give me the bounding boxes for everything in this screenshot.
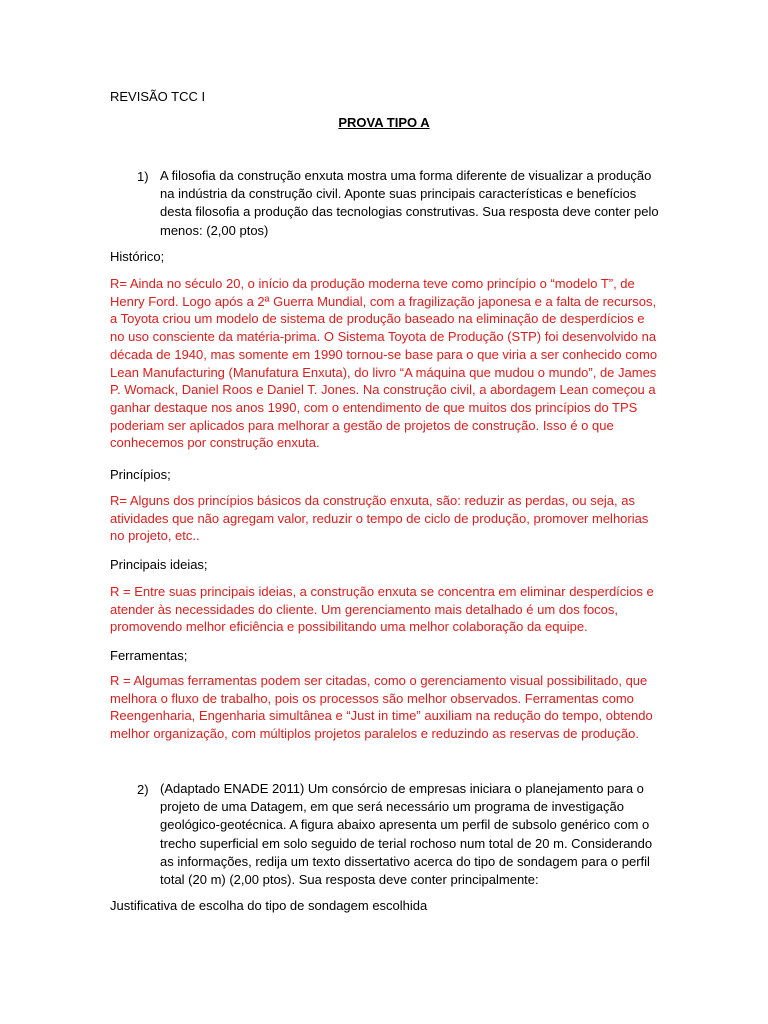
revision-title: REVISÃO TCC I — [110, 89, 206, 104]
answer-principais-ideias: R = Entre suas principais ideias, a construção enxuta se concentra em eliminar desperdícios e atender às necessidades do cliente. Um gerenciamento mais detalhado é um dos focos, promovendo melhor eficiência e possibilitando uma melhor colaboração da equipe. — [110, 584, 654, 635]
exam-type-title: PROVA TIPO A — [338, 115, 430, 130]
section-heading-principios: Princípios; — [110, 467, 171, 482]
section-heading-ferramentas: Ferramentas; — [110, 648, 188, 663]
answer-principios: R= Alguns dos princípios básicos da construção enxuta, são: reduzir as perdas, ou seja, as atividades que não agregam valor, reduzir o tempo de ciclo de produção, promover melhorias no projeto, etc.. — [110, 493, 649, 544]
answer-historico: R= Ainda no século 20, o início da produção moderna teve como princípio o “modelo T”, de Henry Ford. Logo após a 2ª Guerra Mundial, com a fragilização japonesa e a falta de recursos, a Toyota criou um modelo de sistema de produção baseado na eliminação de desperdícios e no uso consciente da matéria-prima. O Sistema Toyota de Produção (STP) foi desenvolvido na década de 1940, mas somente em 1990 tornou-se base para o que viria a ser conhecido como Lean Manufacturing (Manufatura Enxuta), do livro “A máquina que mudou o mundo”, de James P. Womack, Daniel Roos e Daniel T. Jones. Na construção civil, a abordagem Lean começou a ganhar destaque nos anos 1990, com o entendimento de que muitos dos princípios do TPS poderiam ser aplicados para melhorar a gestão de projetos de construção. Isso é o que conhecemos por construção enxuta. — [110, 276, 658, 451]
question-2-subheading: Justificativa de escolha do tipo de sondagem escolhida — [110, 898, 428, 913]
question-2-number: 2) — [137, 782, 149, 797]
section-heading-principais-ideias: Principais ideias; — [110, 557, 208, 572]
question-2-text: (Adaptado ENADE 2011) Um consórcio de empresas iniciara o planejamento para o projeto de uma Datagem, em que será necessário um programa de investigação geológico-geotécnica. A figura abaixo apresenta um perfil de subsolo genérico com o trecho superficial em solo seguido de terial rochoso num total de 20 m. Considerando as informações, redija um texto dissertativo acerca do tipo de sondagem para o perfil total (20 m) (2,00 ptos). Sua resposta deve conter principalmente: — [160, 781, 653, 888]
answer-ferramentas: R = Algumas ferramentas podem ser citadas, como o gerenciamento visual possibilitado, que melhora o fluxo de trabalho, pois os processos são melhor observados. Ferramentas como Reengenharia, Engenharia simultânea e “Just in time” auxiliam na redução do tempo, obtendo melhor organização, com múltiplos projetos paralelos e reduzindo as reservas de produção. — [110, 673, 653, 742]
section-heading-historico: Histórico; — [110, 249, 165, 264]
question-1-number: 1) — [137, 169, 149, 184]
question-1-text: A filosofia da construção enxuta mostra uma forma diferente de visualizar a produção na indústria da construção civil. Aponte suas principais características e benefícios desta filosofia a produção das tecnologias construtivas. Sua resposta deve conter pelo menos: (2,00 ptos) — [160, 168, 659, 238]
